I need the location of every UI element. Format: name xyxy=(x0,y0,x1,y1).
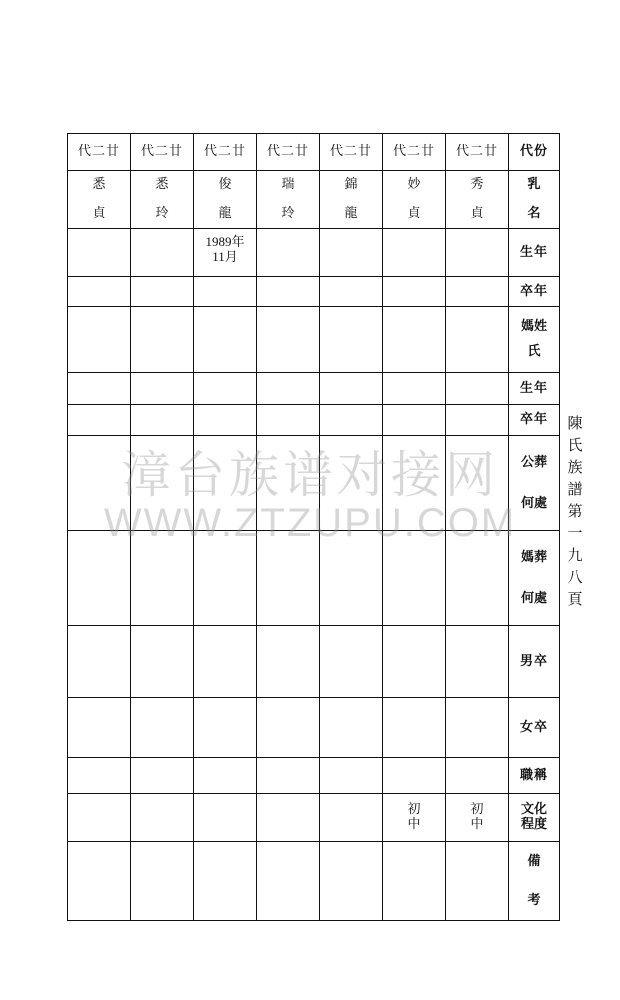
cell-burial-mother xyxy=(320,531,383,626)
cell-death xyxy=(446,277,509,307)
cell-milk-name: 悉貞 xyxy=(68,171,131,229)
cell-occupation xyxy=(257,758,320,794)
row-burial-mother xyxy=(68,531,560,626)
cell-education: 初中 xyxy=(446,794,509,842)
label-spouse-death: 卒年 xyxy=(509,405,560,436)
cell-birth xyxy=(68,229,131,277)
cell-generation: 代二廿 xyxy=(68,134,131,171)
label-birth: 生年 xyxy=(509,229,560,277)
cell-daughters xyxy=(257,698,320,758)
cell-spouse-birth xyxy=(446,373,509,405)
label-generation: 代份 xyxy=(509,134,560,171)
cell-mother-surname xyxy=(131,307,194,373)
cell-birth xyxy=(131,229,194,277)
cell-spouse-birth xyxy=(320,373,383,405)
cell-death xyxy=(257,277,320,307)
cell-sons xyxy=(194,626,257,698)
cell-spouse-birth xyxy=(131,373,194,405)
cell-education xyxy=(131,794,194,842)
page-side-note: 陳氏族譜第一九八頁 xyxy=(567,414,583,608)
cell-generation: 代二廿 xyxy=(446,134,509,171)
cell-remarks xyxy=(194,842,257,921)
cell-burial-father xyxy=(383,436,446,531)
row-generation xyxy=(68,134,560,171)
cell-education: 初中 xyxy=(383,794,446,842)
cell-death xyxy=(383,277,446,307)
cell-mother-surname xyxy=(68,307,131,373)
cell-education xyxy=(194,794,257,842)
cell-occupation xyxy=(383,758,446,794)
cell-burial-mother xyxy=(68,531,131,626)
cell-sons xyxy=(68,626,131,698)
cell-burial-father xyxy=(68,436,131,531)
cell-birth: 1989年11月 xyxy=(194,229,257,277)
cell-death xyxy=(131,277,194,307)
cell-daughters xyxy=(68,698,131,758)
cell-remarks xyxy=(68,842,131,921)
cell-daughters xyxy=(194,698,257,758)
watermark-text: 漳台族谱对接网 xyxy=(121,446,499,504)
cell-education xyxy=(257,794,320,842)
cell-milk-name: 瑞玲 xyxy=(257,171,320,229)
row-sons xyxy=(68,626,560,698)
cell-death xyxy=(194,277,257,307)
cell-sons xyxy=(257,626,320,698)
cell-burial-mother xyxy=(257,531,320,626)
row-birth xyxy=(68,229,560,277)
genealogy-sheet xyxy=(67,133,551,909)
cell-burial-mother xyxy=(446,531,509,626)
cell-generation: 代二廿 xyxy=(194,134,257,171)
cell-remarks xyxy=(383,842,446,921)
cell-spouse-birth xyxy=(68,373,131,405)
cell-spouse-death xyxy=(68,405,131,436)
cell-burial-mother xyxy=(131,531,194,626)
cell-birth xyxy=(257,229,320,277)
label-daughters: 女卒 xyxy=(509,698,560,758)
cell-spouse-birth xyxy=(383,373,446,405)
cell-generation: 代二廿 xyxy=(131,134,194,171)
genealogy-table xyxy=(67,133,560,921)
cell-daughters xyxy=(131,698,194,758)
cell-education xyxy=(68,794,131,842)
cell-death xyxy=(68,277,131,307)
cell-education xyxy=(320,794,383,842)
cell-burial-father xyxy=(446,436,509,531)
label-mother-surname: 媽姓氏 xyxy=(509,307,560,373)
cell-occupation xyxy=(68,758,131,794)
cell-spouse-birth xyxy=(194,373,257,405)
cell-sons xyxy=(320,626,383,698)
label-education: 文化程度 xyxy=(509,794,560,842)
cell-remarks xyxy=(257,842,320,921)
cell-mother-surname xyxy=(320,307,383,373)
row-education xyxy=(68,794,560,842)
cell-generation: 代二廿 xyxy=(383,134,446,171)
cell-spouse-death xyxy=(320,405,383,436)
label-death: 卒年 xyxy=(509,277,560,307)
row-occupation xyxy=(68,758,560,794)
row-spouse-birth xyxy=(68,373,560,405)
cell-spouse-death xyxy=(257,405,320,436)
cell-milk-name: 妙貞 xyxy=(383,171,446,229)
cell-spouse-death xyxy=(194,405,257,436)
cell-mother-surname xyxy=(194,307,257,373)
cell-spouse-birth xyxy=(257,373,320,405)
cell-occupation xyxy=(320,758,383,794)
cell-milk-name: 錦龍 xyxy=(320,171,383,229)
cell-spouse-death xyxy=(446,405,509,436)
cell-sons xyxy=(131,626,194,698)
cell-spouse-death xyxy=(383,405,446,436)
row-milk-name xyxy=(68,171,560,229)
cell-remarks xyxy=(446,842,509,921)
cell-generation: 代二廿 xyxy=(257,134,320,171)
cell-mother-surname xyxy=(383,307,446,373)
cell-remarks xyxy=(320,842,383,921)
cell-spouse-death xyxy=(131,405,194,436)
cell-burial-father xyxy=(320,436,383,531)
cell-burial-father xyxy=(131,436,194,531)
row-burial-father xyxy=(68,436,560,531)
cell-burial-father xyxy=(257,436,320,531)
cell-sons xyxy=(383,626,446,698)
cell-daughters xyxy=(320,698,383,758)
cell-burial-mother xyxy=(194,531,257,626)
label-sons: 男卒 xyxy=(509,626,560,698)
row-daughters xyxy=(68,698,560,758)
cell-mother-surname xyxy=(257,307,320,373)
label-milk-name: 乳名 xyxy=(509,171,560,229)
cell-occupation xyxy=(131,758,194,794)
label-remarks: 備考 xyxy=(509,842,560,921)
cell-death xyxy=(320,277,383,307)
watermark-url: WWW.ZTZUPU.COM xyxy=(103,501,517,545)
label-occupation: 職稱 xyxy=(509,758,560,794)
label-burial-father: 公葬何處 xyxy=(509,436,560,531)
cell-milk-name: 悉玲 xyxy=(131,171,194,229)
cell-birth xyxy=(383,229,446,277)
cell-burial-mother xyxy=(383,531,446,626)
label-spouse-birth: 生年 xyxy=(509,373,560,405)
row-remarks xyxy=(68,842,560,921)
cell-burial-father xyxy=(194,436,257,531)
cell-generation: 代二廿 xyxy=(320,134,383,171)
row-mother-surname xyxy=(68,307,560,373)
row-spouse-death xyxy=(68,405,560,436)
cell-sons xyxy=(446,626,509,698)
cell-birth xyxy=(320,229,383,277)
cell-remarks xyxy=(131,842,194,921)
cell-daughters xyxy=(383,698,446,758)
cell-milk-name: 俊龍 xyxy=(194,171,257,229)
cell-birth xyxy=(446,229,509,277)
cell-occupation xyxy=(446,758,509,794)
cell-milk-name: 秀貞 xyxy=(446,171,509,229)
cell-mother-surname xyxy=(446,307,509,373)
cell-daughters xyxy=(446,698,509,758)
row-death xyxy=(68,277,560,307)
label-burial-mother: 媽葬何處 xyxy=(509,531,560,626)
cell-occupation xyxy=(194,758,257,794)
